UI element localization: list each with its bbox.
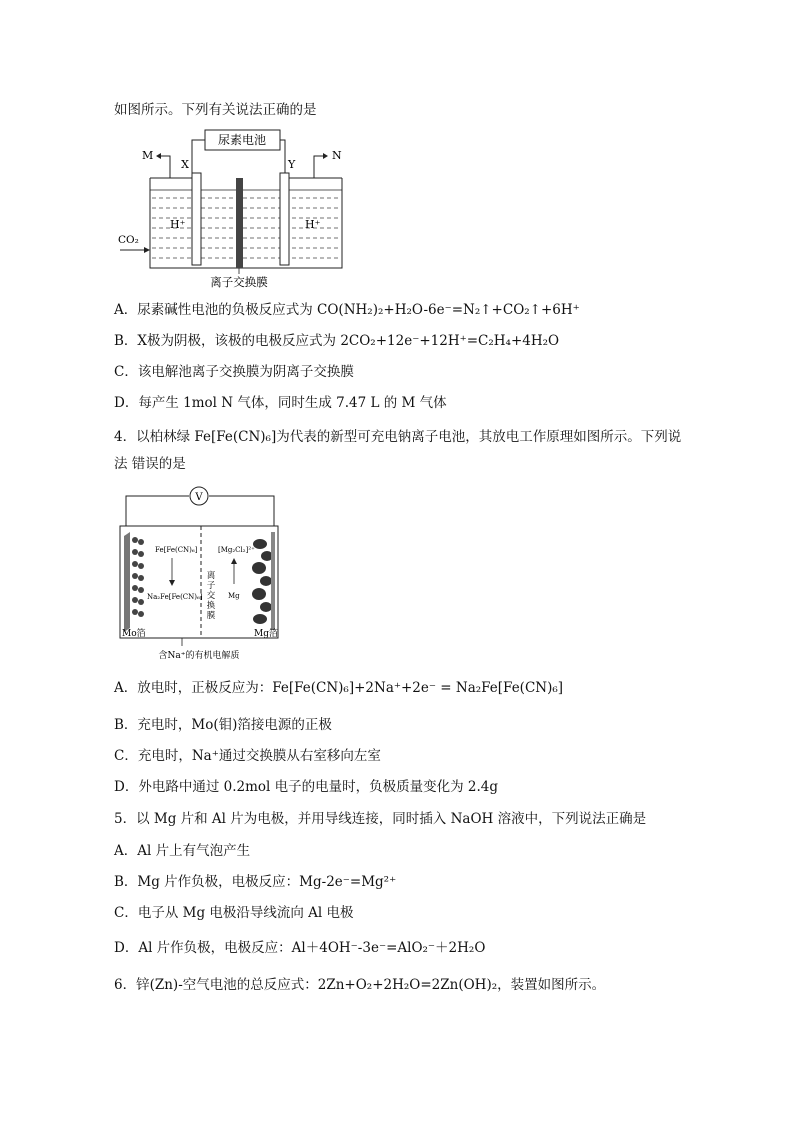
co2-inlet-label: CO₂: [118, 234, 139, 246]
q4-option-b: B．充电时，Mo(钼)箔接电源的正极: [114, 717, 332, 733]
q4-option-c: C．充电时，Na⁺通过交换膜从右室移向左室: [114, 748, 381, 764]
membrane-char-4: 换: [206, 601, 216, 611]
q3-option-b: B．X极为阴极，该极的电极反应式为 2CO₂+12e⁻+12H⁺=C₂H₄+4H₂O: [114, 333, 560, 349]
q5-option-d: D．Al 片作负极，电极反应：Al＋4OH⁻-3e⁻=AlO₂⁻＋2H₂O: [114, 940, 486, 956]
right-metal-label: Mg: [228, 592, 240, 600]
electrode-x: [192, 173, 201, 265]
membrane-char-2: 子: [206, 581, 216, 591]
left-product-label: Na₂Fe[Fe(CN)₆]: [147, 593, 203, 601]
electrode-x-label: X: [181, 158, 189, 171]
q3-option-d: D．每产生 1mol N 气体，同时生成 7.47 L 的 M 气体: [114, 395, 447, 411]
membrane-label: 离子交换膜: [210, 275, 268, 288]
right-electrode-label: Mg箔: [254, 629, 278, 639]
left-ion-label: H⁺: [170, 218, 186, 231]
q4-stem-line2: 法 错误的是: [114, 456, 186, 472]
electrode-y: [280, 173, 289, 265]
battery-label: 尿素电池: [217, 133, 267, 147]
q6-stem: 6．锌(Zn)-空气电池的总反应式：2Zn+O₂+2H₂O=2Zn(OH)₂，装置如图所示。: [114, 977, 606, 993]
voltmeter-label: V: [195, 492, 203, 503]
electrolyte-label: 含Na⁺的有机电解质: [158, 651, 240, 661]
q5-option-c: C．电子从 Mg 电极沿导线流向 Al 电极: [114, 905, 354, 921]
mg-electrode: [271, 532, 275, 630]
q3-option-c: C．该电解池离子交换膜为阴离子交换膜: [114, 364, 354, 380]
mo-electrode: [124, 532, 130, 632]
q4-figure: [114, 486, 284, 662]
q5-stem: 5．以 Mg 片和 Al 片为电极，并用导线连接，同时插入 NaOH 溶液中，下列说法正确是: [114, 811, 647, 827]
q4-option-d: D．外电路中通过 0.2mol 电子的电量时，负极质量变化为 2.4g: [114, 779, 499, 795]
membrane-char-1: 离: [206, 571, 216, 581]
q3-stem-tail: 如图所示。下列有关说法正确的是: [114, 102, 317, 118]
q3-figure: [112, 128, 352, 288]
q3-option-a: A．尿素碱性电池的负极反应式为 CO(NH₂)₂+H₂O-6e⁻=N₂↑+CO₂↑+6H⁺: [114, 302, 580, 318]
q5-option-a: A．Al 片上有气泡产生: [114, 843, 251, 859]
q4-stem-line1: 4．以柏林绿 Fe[Fe(CN)₆]为代表的新型可充电钠离子电池，其放电工作原理如图所示。下列说: [114, 429, 682, 445]
gas-n-label: N: [332, 149, 342, 162]
gas-m-label: M: [142, 149, 154, 162]
q4-option-a: A．放电时，正极反应为：Fe[Fe(CN)₆]+2Na⁺+2e⁻ = Na₂Fe[Fe(CN)₆]: [114, 680, 564, 696]
left-electrode-label: Mo箔: [122, 629, 146, 639]
right-ion-label: H⁺: [305, 218, 321, 231]
membrane-char-5: 膜: [206, 611, 216, 621]
q5-option-b: B．Mg 片作负极，电极反应：Mg-2e⁻=Mg²⁺: [114, 874, 397, 890]
membrane: [236, 178, 243, 268]
membrane-char-3: 交: [206, 591, 216, 601]
right-species-label: [Mg₂Cl₂]²⁺: [218, 546, 255, 554]
electrode-y-label: Y: [288, 158, 296, 171]
left-reactant-label: Fe[Fe(CN)₆]: [155, 546, 198, 554]
